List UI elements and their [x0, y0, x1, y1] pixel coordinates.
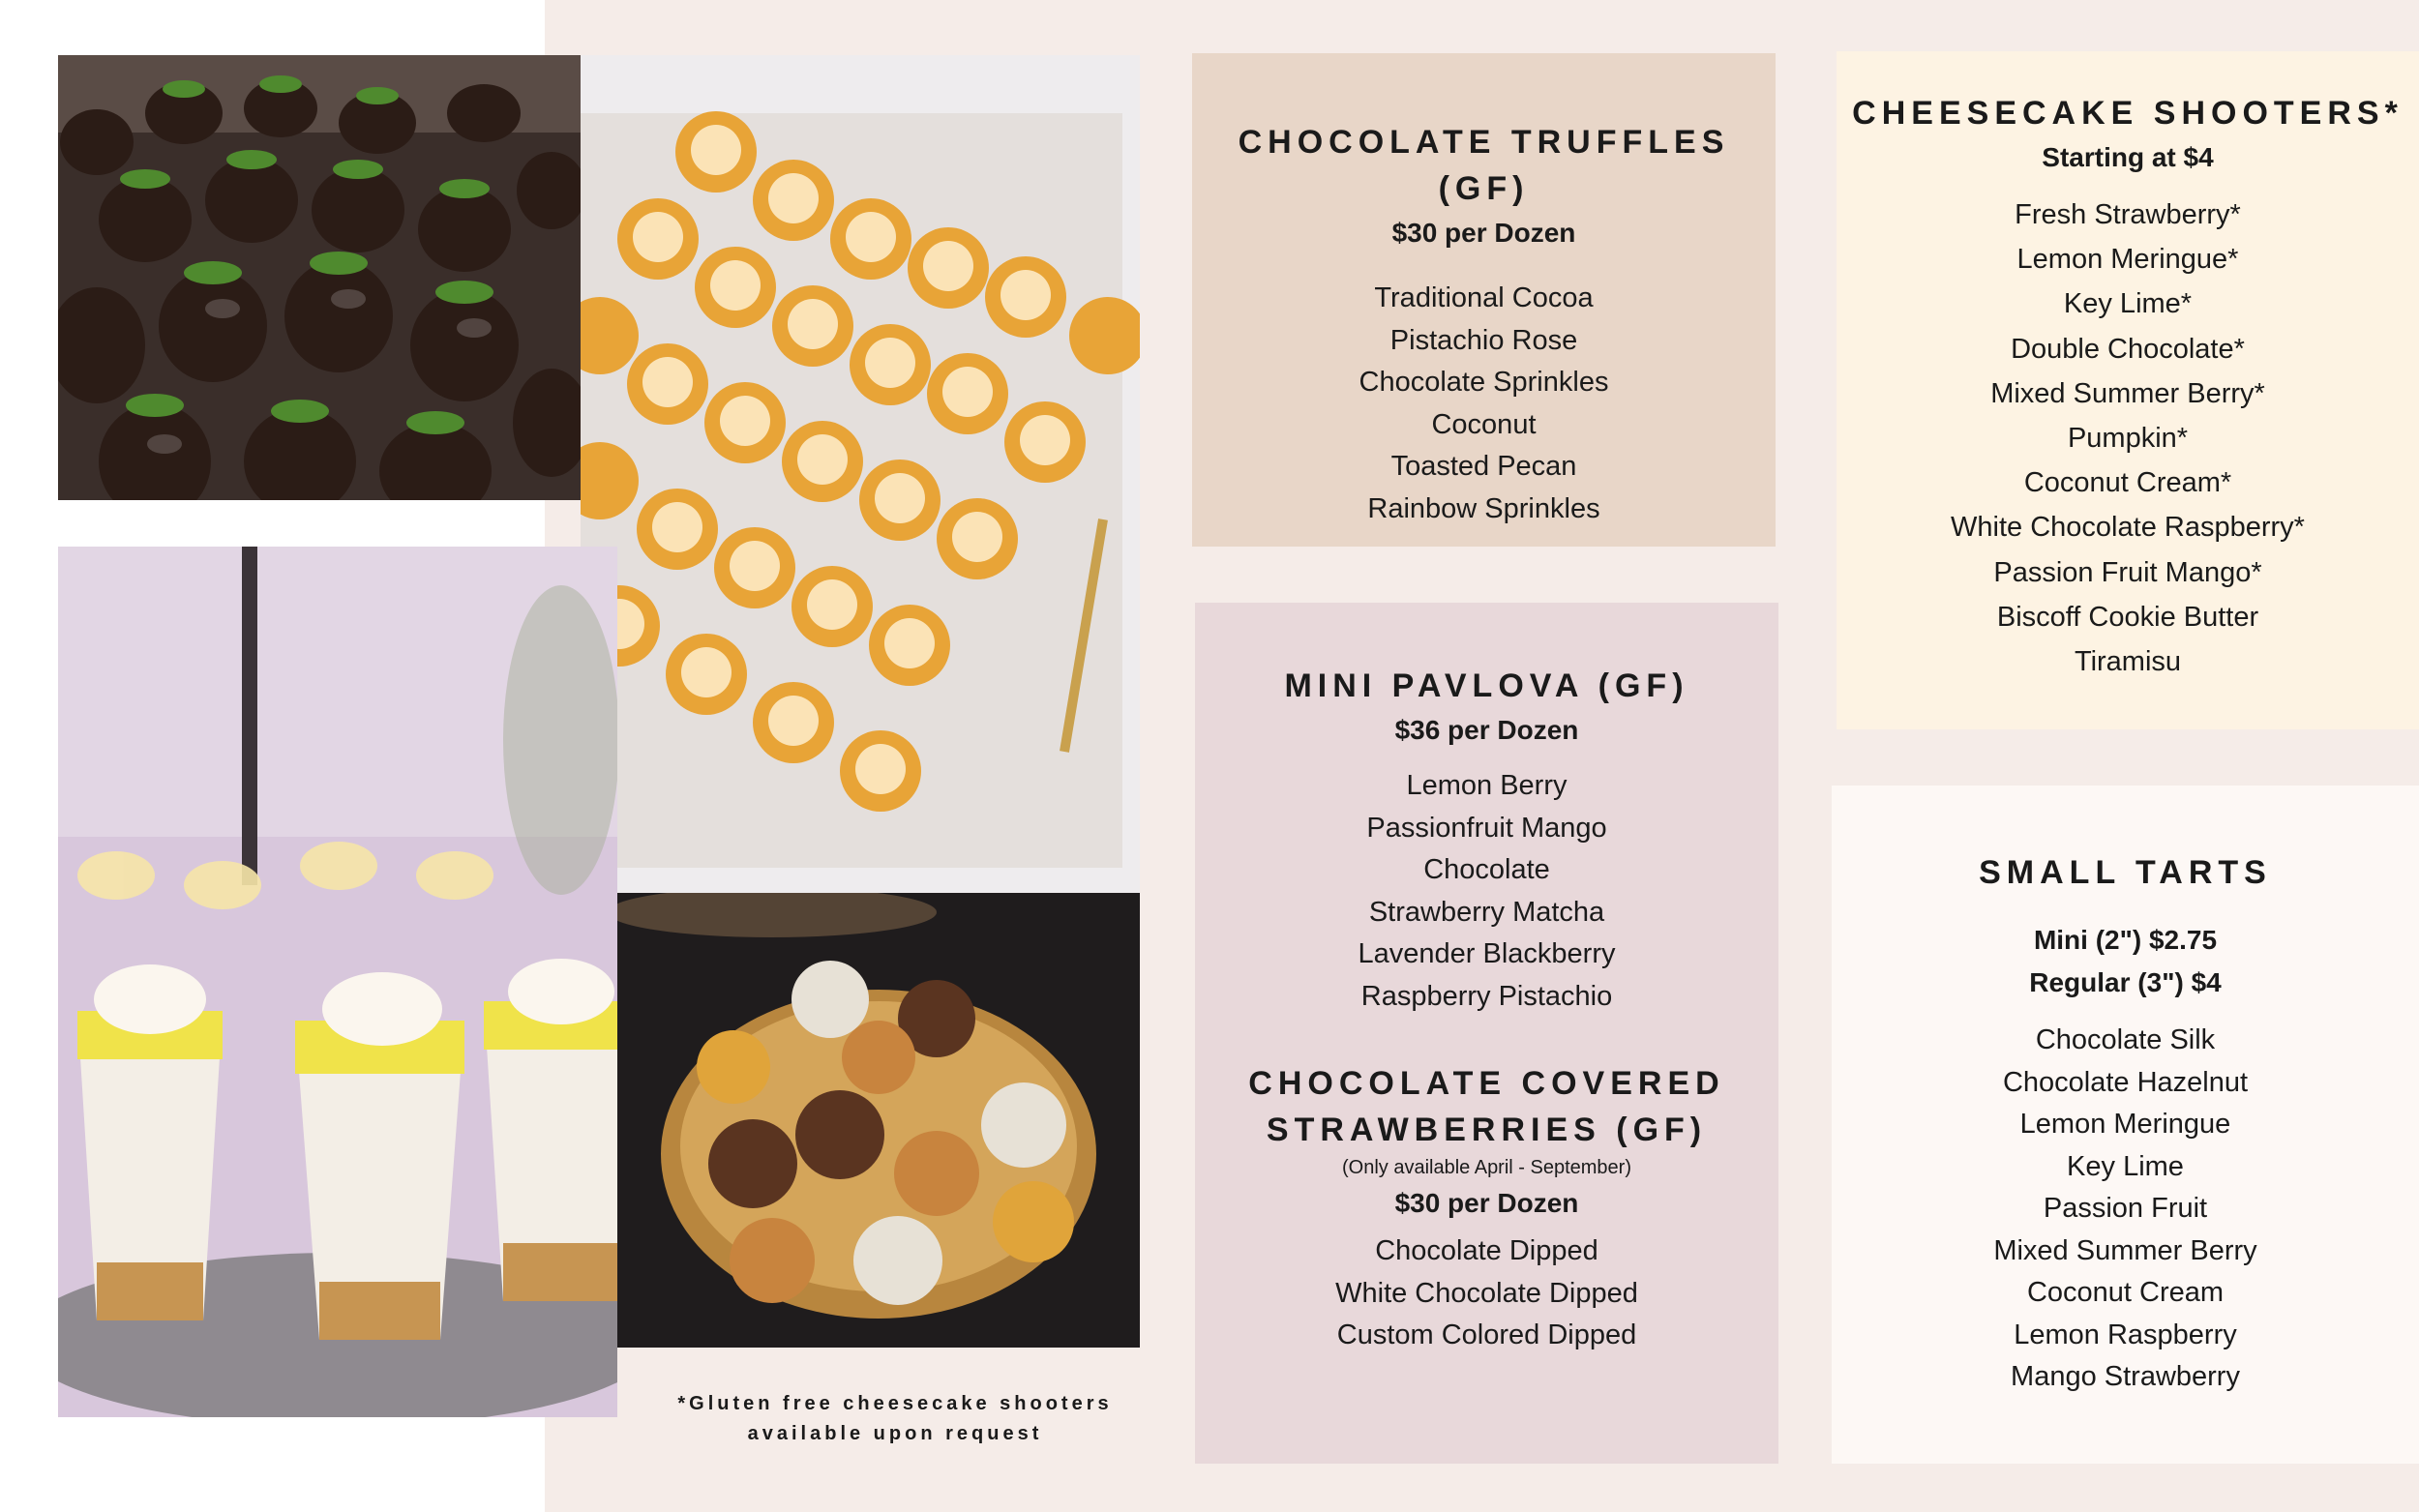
list-item: Double Chocolate* — [2011, 333, 2245, 365]
strawberries-flavor-list — [1195, 1230, 1778, 1357]
list-item: Raspberry Pistachio — [1360, 980, 1613, 1012]
list-item: White Chocolate Dipped — [1335, 1277, 1638, 1309]
list-item: Pumpkin* — [2067, 423, 2189, 455]
tarts-title: SMALL TARTS — [1979, 854, 2272, 891]
list-item: Mixed Summer Berry — [1993, 1234, 2257, 1266]
gluten-free-footnote — [619, 1389, 1171, 1449]
footnote-line-2: available upon request — [747, 1423, 1043, 1444]
list-item: Chocolate Dipped — [1375, 1235, 1598, 1266]
list-item: Key Lime* — [2063, 288, 2193, 320]
list-item: Lemon Meringue — [2019, 1109, 2231, 1140]
list-item: Tiramisu — [2074, 646, 2182, 678]
strawberries-title-line-2: STRAWBERRIES (GF) — [1266, 1112, 1708, 1148]
strawberries-photo — [58, 55, 582, 500]
shooters-flavor-list — [1837, 193, 2419, 684]
list-item: Traditional Cocoa — [1374, 282, 1594, 313]
tarts-price-mini: Mini (2") $2.75 — [2033, 925, 2218, 955]
list-item: Mixed Summer Berry* — [1990, 377, 2265, 409]
list-item: Passionfruit Mango — [1366, 812, 1607, 844]
list-item: Lemon Berry — [1406, 770, 1568, 801]
list-item: White Chocolate Raspberry* — [1951, 512, 2305, 544]
truffles-photo — [617, 893, 1140, 1348]
list-item: Passion Fruit Mango* — [1993, 556, 2262, 588]
tarts-flavor-list — [1832, 1020, 2419, 1399]
list-item: Toasted Pecan — [1390, 451, 1577, 482]
list-item: Biscoff Cookie Butter — [1996, 601, 2259, 633]
truffles-flavor-list — [1192, 278, 1776, 530]
list-item: Lemon Meringue* — [2016, 244, 2239, 276]
list-item: Coconut Cream — [2026, 1277, 2225, 1308]
shooters-price: Starting at $4 — [2042, 142, 2214, 172]
list-item: Mango Strawberry — [2011, 1361, 2240, 1392]
list-item: Chocolate Hazelnut — [2002, 1066, 2249, 1098]
footnote-line-1: *Gluten free cheesecake shooters — [677, 1393, 1113, 1414]
list-item: Coconut Cream* — [2023, 467, 2232, 499]
list-item: Chocolate Silk — [2035, 1024, 2216, 1055]
tarts-photo — [581, 55, 1140, 893]
tarts-price-regular: Regular (3") $4 — [2029, 967, 2222, 997]
list-item: Coconut — [1431, 408, 1537, 440]
truffles-title: CHOCOLATE TRUFFLES (GF) — [1238, 124, 1730, 207]
list-item: Strawberry Matcha — [1368, 896, 1605, 928]
strawberries-title-line-1: CHOCOLATE COVERED — [1248, 1065, 1725, 1102]
cheesecake-shooters-card — [1837, 51, 2419, 729]
chocolate-truffles-card — [1192, 53, 1776, 547]
list-item: Fresh Strawberry* — [2015, 199, 2241, 230]
list-item: Key Lime — [2067, 1150, 2184, 1182]
list-item: Lemon Raspberry — [2014, 1319, 2237, 1350]
strawberries-availability-note: (Only available April - September) — [1341, 1157, 1631, 1178]
shooters-photo — [58, 547, 617, 1417]
list-item: Passion Fruit — [2043, 1193, 2208, 1224]
list-item: Chocolate — [1423, 854, 1550, 885]
list-item: Custom Colored Dipped — [1336, 1319, 1637, 1350]
small-tarts-card — [1832, 786, 2419, 1464]
shooters-title: CHEESECAKE SHOOTERS* — [1852, 95, 2404, 132]
pavlova-price: $36 per Dozen — [1394, 715, 1579, 745]
strawberries-price: $30 per Dozen — [1394, 1188, 1579, 1218]
list-item: Lavender Blackberry — [1358, 938, 1616, 969]
truffles-price: $30 per Dozen — [1391, 218, 1576, 248]
list-item: Pistachio Rose — [1389, 324, 1578, 356]
list-item: Rainbow Sprinkles — [1367, 492, 1600, 524]
pavlova-strawberries-card — [1195, 603, 1778, 1464]
pavlova-title: MINI PAVLOVA (GF) — [1284, 667, 1689, 704]
pavlova-flavor-list — [1195, 765, 1778, 1018]
list-item: Chocolate Sprinkles — [1359, 367, 1609, 398]
